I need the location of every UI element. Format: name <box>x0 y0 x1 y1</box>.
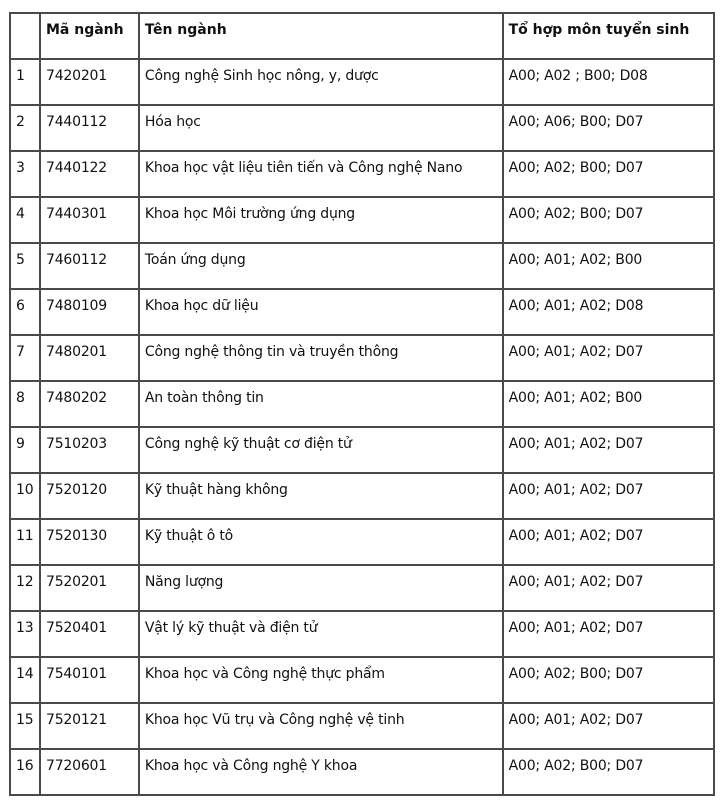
cell-code: 7540101 <box>40 657 139 703</box>
cell-name: Toán ứng dụng <box>139 243 503 289</box>
cell-subjects: A00; A01; A02; B00 <box>503 381 714 427</box>
cell-code: 7440122 <box>40 151 139 197</box>
table-row <box>10 151 714 197</box>
cell-code: 7440301 <box>40 197 139 243</box>
table-row <box>10 427 714 473</box>
table-row <box>10 565 714 611</box>
cell-index: 11 <box>10 519 40 565</box>
cell-subjects: A00; A02; B00; D07 <box>503 657 714 703</box>
table-row <box>10 335 714 381</box>
cell-code: 7510203 <box>40 427 139 473</box>
cell-index: 2 <box>10 105 40 151</box>
table-row <box>10 703 714 749</box>
cell-subjects: A00; A01; A02; D08 <box>503 289 714 335</box>
cell-code: 7440112 <box>40 105 139 151</box>
table-header-row <box>10 13 714 59</box>
cell-index: 5 <box>10 243 40 289</box>
cell-subjects: A00; A06; B00; D07 <box>503 105 714 151</box>
table-row <box>10 197 714 243</box>
table-row <box>10 105 714 151</box>
cell-code: 7520401 <box>40 611 139 657</box>
cell-name: An toàn thông tin <box>139 381 503 427</box>
table-row <box>10 289 714 335</box>
cell-name: Khoa học và Công nghệ thực phẩm <box>139 657 503 703</box>
cell-name: Khoa học Vũ trụ và Công nghệ vệ tinh <box>139 703 503 749</box>
cell-name: Công nghệ Sinh học nông, y, dược <box>139 59 503 105</box>
cell-subjects: A00; A01; A02; D07 <box>503 565 714 611</box>
cell-index: 8 <box>10 381 40 427</box>
cell-code: 7720601 <box>40 749 139 795</box>
cell-subjects: A00; A01; A02; B00 <box>503 243 714 289</box>
cell-code: 7460112 <box>40 243 139 289</box>
cell-name: Khoa học Môi trường ứng dụng <box>139 197 503 243</box>
cell-name: Khoa học và Công nghệ Y khoa <box>139 749 503 795</box>
header-index <box>10 13 40 59</box>
table-row <box>10 519 714 565</box>
cell-index: 4 <box>10 197 40 243</box>
table-row <box>10 381 714 427</box>
cell-subjects: A00; A02 ; B00; D08 <box>503 59 714 105</box>
cell-index: 3 <box>10 151 40 197</box>
cell-name: Công nghệ thông tin và truyền thông <box>139 335 503 381</box>
cell-code: 7520130 <box>40 519 139 565</box>
cell-subjects: A00; A01; A02; D07 <box>503 427 714 473</box>
cell-index: 13 <box>10 611 40 657</box>
cell-subjects: A00; A01; A02; D07 <box>503 703 714 749</box>
cell-name: Khoa học vật liệu tiên tiến và Công nghệ Nano <box>139 151 503 197</box>
cell-code: 7420201 <box>40 59 139 105</box>
cell-code: 7520201 <box>40 565 139 611</box>
header-code: Mã ngành <box>40 13 139 59</box>
cell-index: 16 <box>10 749 40 795</box>
cell-index: 9 <box>10 427 40 473</box>
cell-code: 7480201 <box>40 335 139 381</box>
table-row <box>10 243 714 289</box>
majors-table <box>9 12 715 796</box>
cell-code: 7520121 <box>40 703 139 749</box>
cell-subjects: A00; A02; B00; D07 <box>503 151 714 197</box>
cell-name: Kỹ thuật hàng không <box>139 473 503 519</box>
cell-code: 7520120 <box>40 473 139 519</box>
cell-index: 12 <box>10 565 40 611</box>
header-name: Tên ngành <box>139 13 503 59</box>
cell-subjects: A00; A02; B00; D07 <box>503 749 714 795</box>
cell-index: 14 <box>10 657 40 703</box>
cell-subjects: A00; A01; A02; D07 <box>503 473 714 519</box>
table-row <box>10 59 714 105</box>
cell-index: 7 <box>10 335 40 381</box>
table-row <box>10 657 714 703</box>
cell-code: 7480202 <box>40 381 139 427</box>
cell-name: Hóa học <box>139 105 503 151</box>
cell-name: Khoa học dữ liệu <box>139 289 503 335</box>
cell-index: 1 <box>10 59 40 105</box>
cell-index: 6 <box>10 289 40 335</box>
cell-subjects: A00; A01; A02; D07 <box>503 335 714 381</box>
cell-subjects: A00; A02; B00; D07 <box>503 197 714 243</box>
cell-index: 10 <box>10 473 40 519</box>
table-row <box>10 749 714 795</box>
header-subjects: Tổ hợp môn tuyển sinh <box>503 13 714 59</box>
cell-name: Công nghệ kỹ thuật cơ điện tử <box>139 427 503 473</box>
cell-subjects: A00; A01; A02; D07 <box>503 519 714 565</box>
table-row <box>10 473 714 519</box>
cell-name: Vật lý kỹ thuật và điện tử <box>139 611 503 657</box>
cell-name: Kỹ thuật ô tô <box>139 519 503 565</box>
table-row <box>10 611 714 657</box>
cell-index: 15 <box>10 703 40 749</box>
cell-code: 7480109 <box>40 289 139 335</box>
cell-subjects: A00; A01; A02; D07 <box>503 611 714 657</box>
cell-name: Năng lượng <box>139 565 503 611</box>
